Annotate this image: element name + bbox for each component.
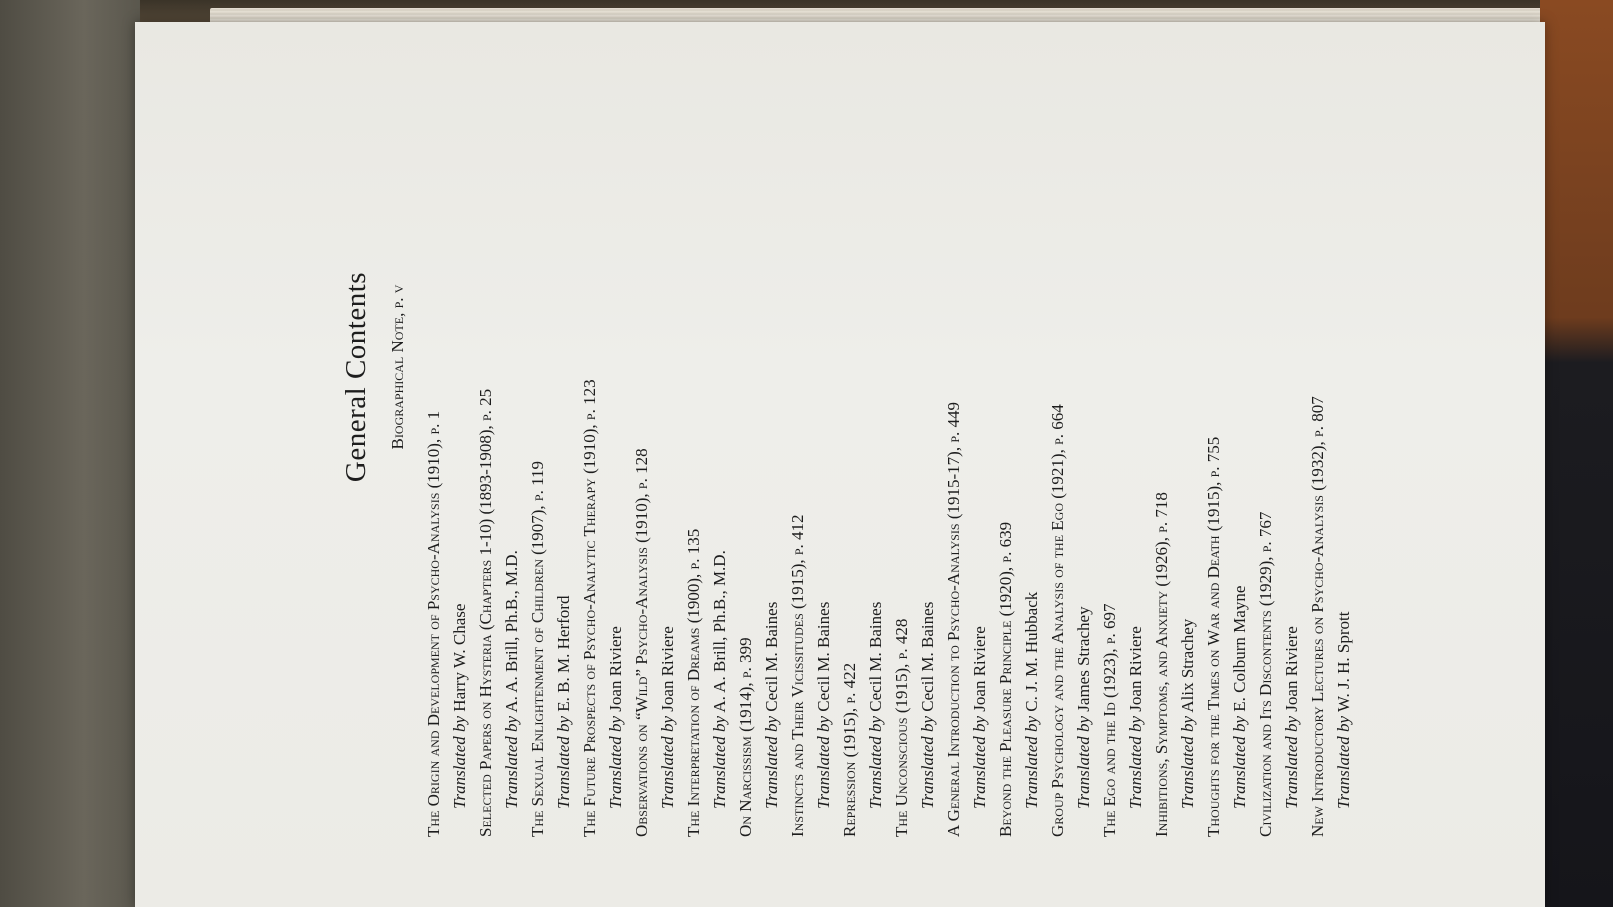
translator-name: E. Colburn Mayne [1230,585,1249,712]
translated-by-label: Translated by [1282,715,1301,809]
translated-by-label: Translated by [1178,715,1197,809]
contents-entry-translator [1279,37,1305,837]
translator-name: Alix Strachey [1178,618,1197,713]
translated-by-label: Translated by [762,715,781,809]
translator-name: A. A. Brill, Ph.B., M.D. [502,550,521,713]
translated-by-label: Translated by [1334,715,1353,809]
contents-entry-title: The Sexual Enlightenment of Children (1907), p. 119 [528,461,547,837]
translated-by-label: Translated by [918,715,937,809]
contents-entry-translator [863,37,889,837]
contents-entry-title: The Origin and Development of Psycho-Analysis (1910), p. 1 [424,410,443,837]
contents-entry-translator [759,37,785,837]
contents-entry-title: New Introductory Lectures on Psycho-Analysis (1932), p. 807 [1308,396,1327,837]
translator-name: C. J. M. Hubback [1022,591,1041,712]
translated-by-label: Translated by [606,715,625,809]
contents-entry-translator [655,37,681,837]
book-page [135,22,1545,907]
translated-by-label: Translated by [1022,715,1041,809]
contents-entry-title: The Ego and the Id (1923), p. 697 [1100,603,1119,837]
contents-entry-title: Repression (1915), p. 422 [840,662,859,837]
contents-entry-translator [967,37,993,837]
rotated-page-content [135,22,1545,907]
biographical-note: Biographical Note, p. v [388,284,407,450]
contents-entry-title: Beyond the Pleasure Principle (1920), p. 639 [996,521,1015,837]
background-left [0,0,140,907]
translator-name: Joan Riviere [1282,626,1301,712]
contents-entry-translator [1175,37,1201,837]
translated-by-label: Translated by [1230,715,1249,809]
contents-entry-translator [1227,37,1253,837]
translator-name: James Strachey [1074,606,1093,712]
translator-name: Cecil M. Baines [918,601,937,712]
translated-by-label: Translated by [970,715,989,809]
contents-entry-title: Observations on “Wild” Psycho-Analysis (1910), p. 128 [632,448,651,837]
contents-entry-translator [447,37,473,837]
contents-entry-title: The Future Prospects of Psycho-Analytic Therapy (1910), p. 123 [580,379,599,837]
translator-name: Cecil M. Baines [762,601,781,712]
contents-entry-title: Thoughts for the Times on War and Death (1915), p. 755 [1204,436,1223,837]
contents-entry-title: The Unconscious (1915), p. 428 [892,618,911,837]
translator-name: Joan Riviere [658,626,677,712]
contents-entry-title: On Narcissism (1914), p. 399 [736,637,755,837]
contents-entry-translator [551,37,577,837]
translated-by-label: Translated by [866,715,885,809]
contents-entry-translator [811,37,837,837]
translator-name: Joan Riviere [1126,626,1145,712]
contents-entry-translator [1331,37,1357,837]
translator-name: Harry W. Chase [450,603,469,712]
contents-block [340,37,1357,837]
contents-entry-title: Instincts and Their Vicissitudes (1915), p. 412 [788,514,807,837]
translated-by-label: Translated by [1126,715,1145,809]
translated-by-label: Translated by [814,715,833,809]
contents-entry-title: The Interpretation of Dreams (1900), p. 135 [684,528,703,837]
translated-by-label: Translated by [502,715,521,809]
contents-entry-title: Selected Papers on Hysteria (Chapters 1-10) (1893-1908), p. 25 [476,388,495,837]
translated-by-label: Translated by [554,715,573,809]
contents-entry-translator [603,37,629,837]
contents-entry-translator [499,37,525,837]
contents-entry-title: Civilization and Its Discontents (1929), p. 767 [1256,511,1275,837]
translator-name: Joan Riviere [606,626,625,712]
page-title: General Contents [340,271,372,483]
contents-entry-translator [915,37,941,837]
translated-by-label: Translated by [710,715,729,809]
translated-by-label: Translated by [658,715,677,809]
translator-name: Cecil M. Baines [814,601,833,712]
translator-name: Joan Riviere [970,626,989,712]
contents-entry-translator [1123,37,1149,837]
translated-by-label: Translated by [1074,715,1093,809]
translator-name: A. A. Brill, Ph.B., M.D. [710,550,729,713]
translator-name: W. J. H. Sprott [1334,611,1353,712]
contents-entry-translator [1019,37,1045,837]
contents-entry-title: Inhibitions, Symptoms, and Anxiety (1926), p. 718 [1152,492,1171,837]
translator-name: E. B. M. Herford [554,595,573,712]
contents-entry-translator [707,37,733,837]
contents-entry-title: A General Introduction to Psycho-Analysis (1915-17), p. 449 [944,402,963,837]
contents-list [421,37,1357,837]
contents-entry-title: Group Psychology and the Analysis of the Ego (1921), p. 664 [1048,404,1067,837]
background-right [1540,0,1613,907]
translated-by-label: Translated by [450,715,469,809]
contents-entry-translator [1071,37,1097,837]
translator-name: Cecil M. Baines [866,601,885,712]
